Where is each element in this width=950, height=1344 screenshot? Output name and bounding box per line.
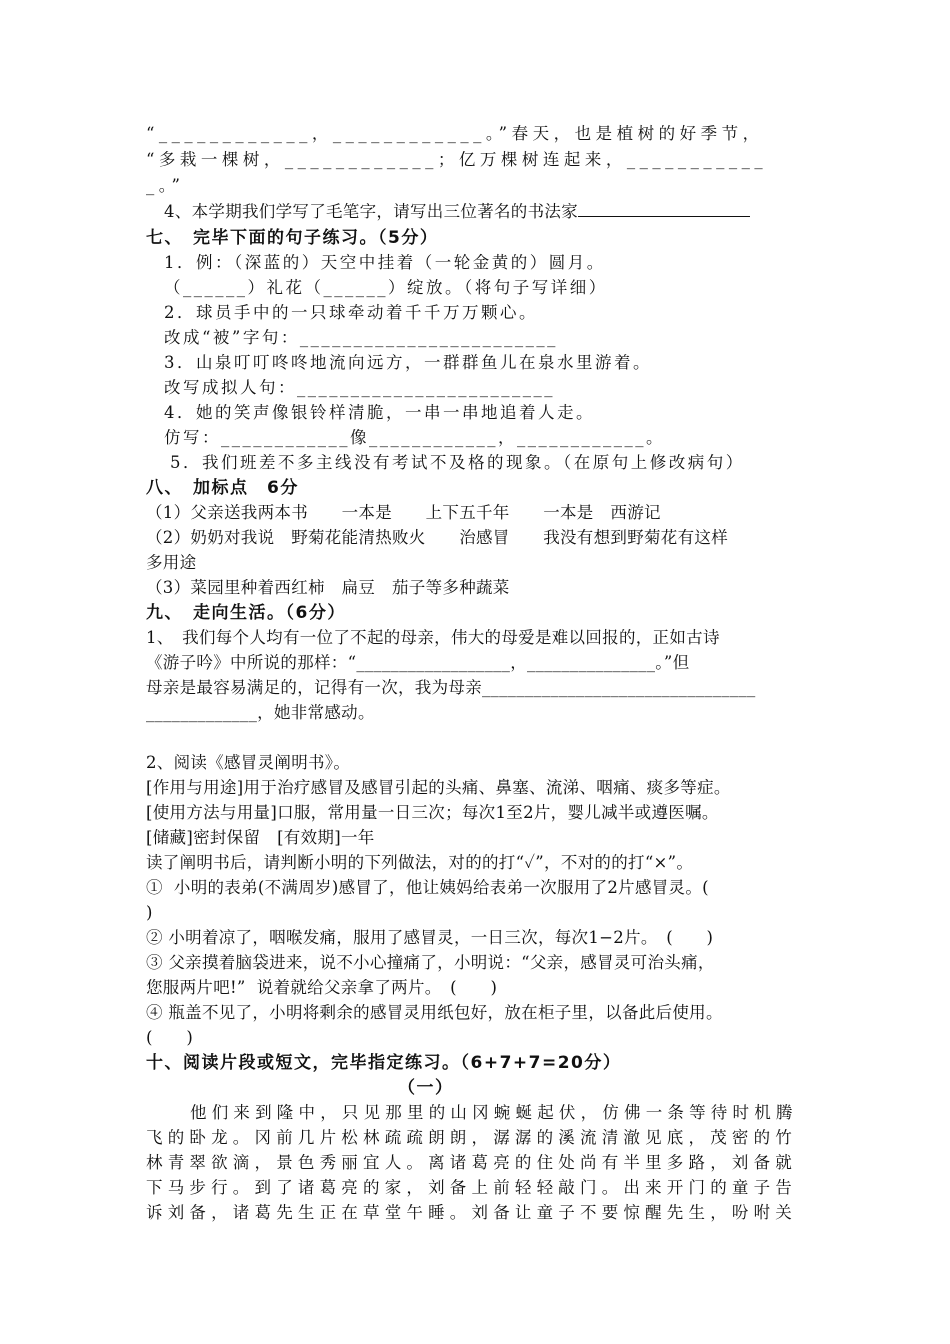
- s9-q1-line-1: 1、 我们每个人均有一位了不起的母亲，伟大的母爱是难以回报的，正如古诗: [146, 628, 720, 647]
- question-4-text: 4、本学期我们学写了毛笔字，请写出三位著名的书法家: [164, 202, 578, 221]
- passage-number: （一）: [398, 1078, 454, 1098]
- s7-item-3b: 改写成拟人句：________________________: [164, 378, 555, 397]
- answer-blank[interactable]: [578, 202, 750, 217]
- s7-item-2: 2．球员手中的一只球牵动着千千万万颗心。: [164, 303, 538, 322]
- passage-line-1: 他们来到隆中，只见那里的山冈蜿蜒起伏，仿佛一条等待时机腾: [190, 1103, 798, 1122]
- s8-item-3: （3）菜园里种着西红柿 扁豆 茄子等多种蔬菜: [146, 578, 510, 597]
- poem-fill-line-2: “多栽一棵树，____________；亿万棵树连起来，___________: [146, 150, 768, 169]
- s7-item-1b: （______）礼花（______）绽放。（将句子写详细）: [164, 278, 608, 297]
- instructions-usage: [作用与用途]用于治疗感冒及感冒引起的头痛、鼻塞、流涕、咽痛、痰多等症。: [146, 778, 731, 797]
- judge-instruction: 读了阐明书后，请判断小明的下列做法，对的的打“✓”，不对的的打“×”。: [146, 853, 694, 872]
- section-8-heading: 八、 加标点 6分: [146, 478, 299, 498]
- passage-line-2: 飞的卧龙。冈前几片松林疏疏朗朗，潺潺的溪流清澈见底，茂密的竹: [146, 1128, 797, 1147]
- judge-item-3: ③ 父亲摸着脑袋进来，说不小心撞痛了，小明说：“父亲，感冒灵可治头痛，: [146, 953, 715, 972]
- section-10-heading: 十、阅读片段或短文，完毕指定练习。（6+7+7=20分）: [146, 1053, 622, 1073]
- instructions-dosage: [使用方法与用量]口服，常用量一日三次；每次1至2片，婴儿减半或遵医嘱。: [146, 803, 719, 822]
- poem-fill-line-3: _。”: [146, 176, 185, 195]
- s9-q1-line-3: 母亲是最容易满足的，记得有一次，我为母亲________________________________: [146, 678, 756, 697]
- section-9-heading: 九、 走向生活。（6分）: [146, 603, 346, 623]
- s8-item-2b: 多用途: [146, 553, 197, 572]
- instructions-storage: [储藏]密封保留 [有效期]一年: [146, 828, 375, 847]
- judge-item-3b: 您服两片吧!” 说着就给父亲拿了两片。 ( ): [146, 978, 498, 997]
- passage-line-4: 下马步行。到了诸葛亮的家，刘备上前轻轻敲门。出来开门的童子告: [146, 1178, 797, 1197]
- passage-line-5: 诉刘备，诸葛先生正在草堂午睡。刘备让童子不要惊醒先生，吩咐关: [146, 1203, 797, 1222]
- s9-q1-line-4: _____________，她非常感动。: [146, 703, 375, 722]
- s7-item-1: 1．例：（深蓝的）天空中挂着（一轮金黄的）圆月。: [164, 253, 606, 272]
- question-4: [164, 202, 750, 222]
- s7-item-2b: 改成“被”字句：________________________: [164, 328, 558, 347]
- s9-q1-line-2: 《游子吟》中所说的那样：“__________________，_______________。”但: [146, 653, 690, 672]
- judge-item-2: ② 小明着凉了，咽喉发痛，服用了感冒灵，一日三次，每次1−2片。 ( ): [146, 928, 714, 947]
- s7-item-5: 5．我们班差不多主线没有考试不及格的现象。（在原句上修改病句）: [170, 453, 745, 472]
- judge-item-4b: ( ): [146, 1028, 194, 1047]
- s9-q2-title: 2、阅读《感冒灵阐明书》。: [146, 753, 351, 772]
- s8-item-1: （1）父亲送我两本书 一本是 上下五千年 一本是 西游记: [146, 503, 661, 522]
- judge-item-1b: ): [146, 903, 153, 922]
- poem-fill-line-1: “____________，____________。”春天，也是植树的好季节，: [146, 124, 764, 143]
- s7-item-3: 3．山泉叮叮咚咚地流向远方，一群群鱼儿在泉水里游着。: [164, 353, 652, 372]
- passage-line-3: 林青翠欲滴，景色秀丽宜人。离诸葛亮的住处尚有半里多路，刘备就: [146, 1153, 797, 1172]
- s7-item-4b: 仿写：____________像____________，____________。: [164, 428, 665, 447]
- judge-item-4: ④ 瓶盖不见了，小明将剩余的感冒灵用纸包好，放在柜子里，以备此后使用。: [146, 1003, 723, 1022]
- s7-item-4: 4．她的笑声像银铃样清脆，一串一串地追着人走。: [164, 403, 595, 422]
- section-7-heading: 七、 完毕下面的句子练习。（5分）: [146, 228, 439, 248]
- judge-item-1: ① 小明的表弟(不满周岁)感冒了，他让姨妈给表弟一次服用了2片感冒灵。(: [146, 878, 709, 897]
- s8-item-2: （2）奶奶对我说 野菊花能清热败火 治感冒 我没有想到野菊花有这样: [146, 528, 728, 547]
